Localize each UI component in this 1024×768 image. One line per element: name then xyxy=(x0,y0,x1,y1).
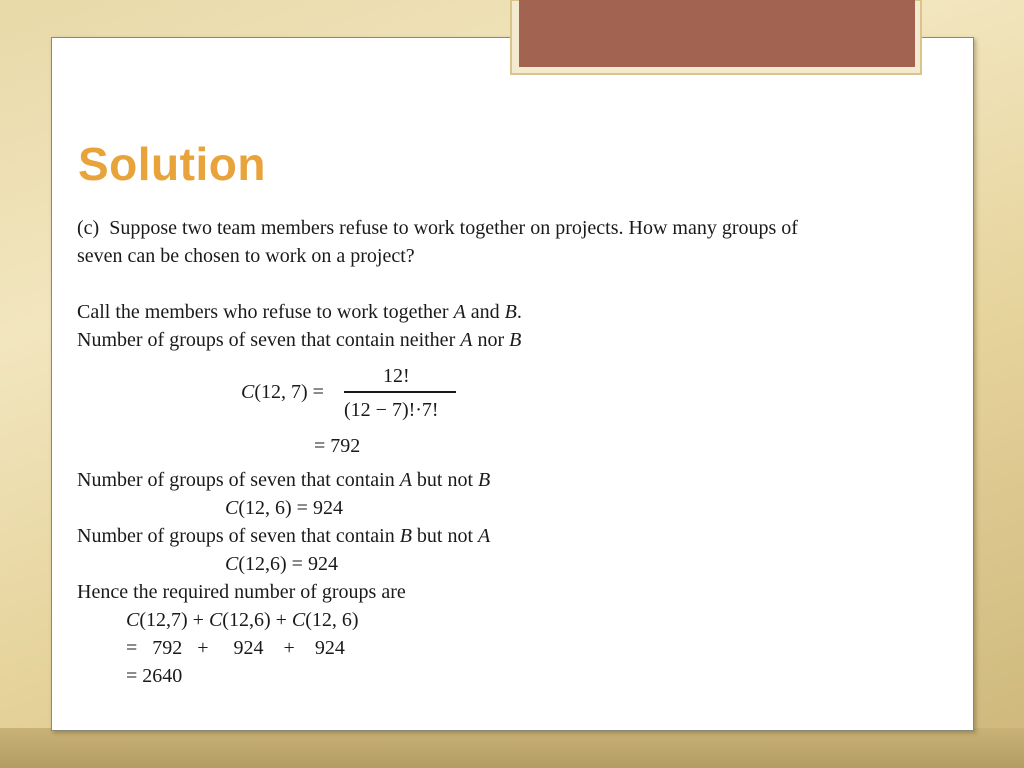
question-text-1: Suppose two team members refuse to work together on projects. How many groups of xyxy=(109,217,798,239)
var-c: C xyxy=(241,381,255,403)
text: (12,6) + xyxy=(222,609,292,631)
text: (12,7) + xyxy=(139,609,209,631)
formula-lhs xyxy=(241,378,324,406)
var-a: A xyxy=(478,525,491,547)
question-marker: (c) xyxy=(77,217,100,239)
text: (12,6) = 924 xyxy=(238,553,338,575)
text: (12, 6) = 924 xyxy=(238,497,343,519)
text: Number of groups of seven that contain xyxy=(77,469,400,491)
b-not-a-calc xyxy=(225,550,338,578)
neither-line xyxy=(77,326,521,354)
var-c: C xyxy=(225,497,239,519)
var-c: C xyxy=(225,553,239,575)
var-b: B xyxy=(399,525,412,547)
decorative-tab-fill xyxy=(519,0,915,67)
text: nor xyxy=(472,329,510,351)
call-members-line xyxy=(77,298,522,326)
fraction-bar xyxy=(344,391,456,393)
hence-line: Hence the required number of groups are xyxy=(77,581,406,603)
formula-result: = 792 xyxy=(314,435,361,457)
text: but not xyxy=(411,525,479,547)
text: . xyxy=(516,301,522,323)
total-line: = 2640 xyxy=(126,665,183,687)
sum-line xyxy=(126,606,359,634)
question-line-2: seven can be chosen to work on a project? xyxy=(77,245,415,267)
text: Call the members who refuse to work together xyxy=(77,301,454,323)
var-c: C xyxy=(208,609,223,631)
values-line: = 792 + 924 + 924 xyxy=(126,637,345,659)
var-a: A xyxy=(453,301,466,323)
var-b: B xyxy=(504,301,517,323)
slide-title: Solution xyxy=(78,138,266,190)
formula-numerator: 12! xyxy=(383,365,410,387)
var-a: A xyxy=(460,329,473,351)
b-not-a-line xyxy=(77,522,490,550)
question-line-1 xyxy=(77,214,798,242)
text: Number of groups of seven that contain xyxy=(77,525,400,547)
a-not-b-calc xyxy=(225,494,343,522)
formula-args: (12, 7) = xyxy=(254,381,324,403)
formula-denominator: (12 − 7)!·7! xyxy=(344,399,439,421)
var-b: B xyxy=(478,469,491,491)
text: and xyxy=(465,301,505,323)
a-not-b-line xyxy=(77,466,490,494)
var-c: C xyxy=(291,609,306,631)
var-c: C xyxy=(126,609,140,631)
text: Number of groups of seven that contain neither xyxy=(77,329,461,351)
background-bottom-band xyxy=(0,728,1024,768)
text: but not xyxy=(411,469,479,491)
var-a: A xyxy=(399,469,412,491)
text: (12, 6) xyxy=(305,609,359,631)
var-b: B xyxy=(509,329,522,351)
